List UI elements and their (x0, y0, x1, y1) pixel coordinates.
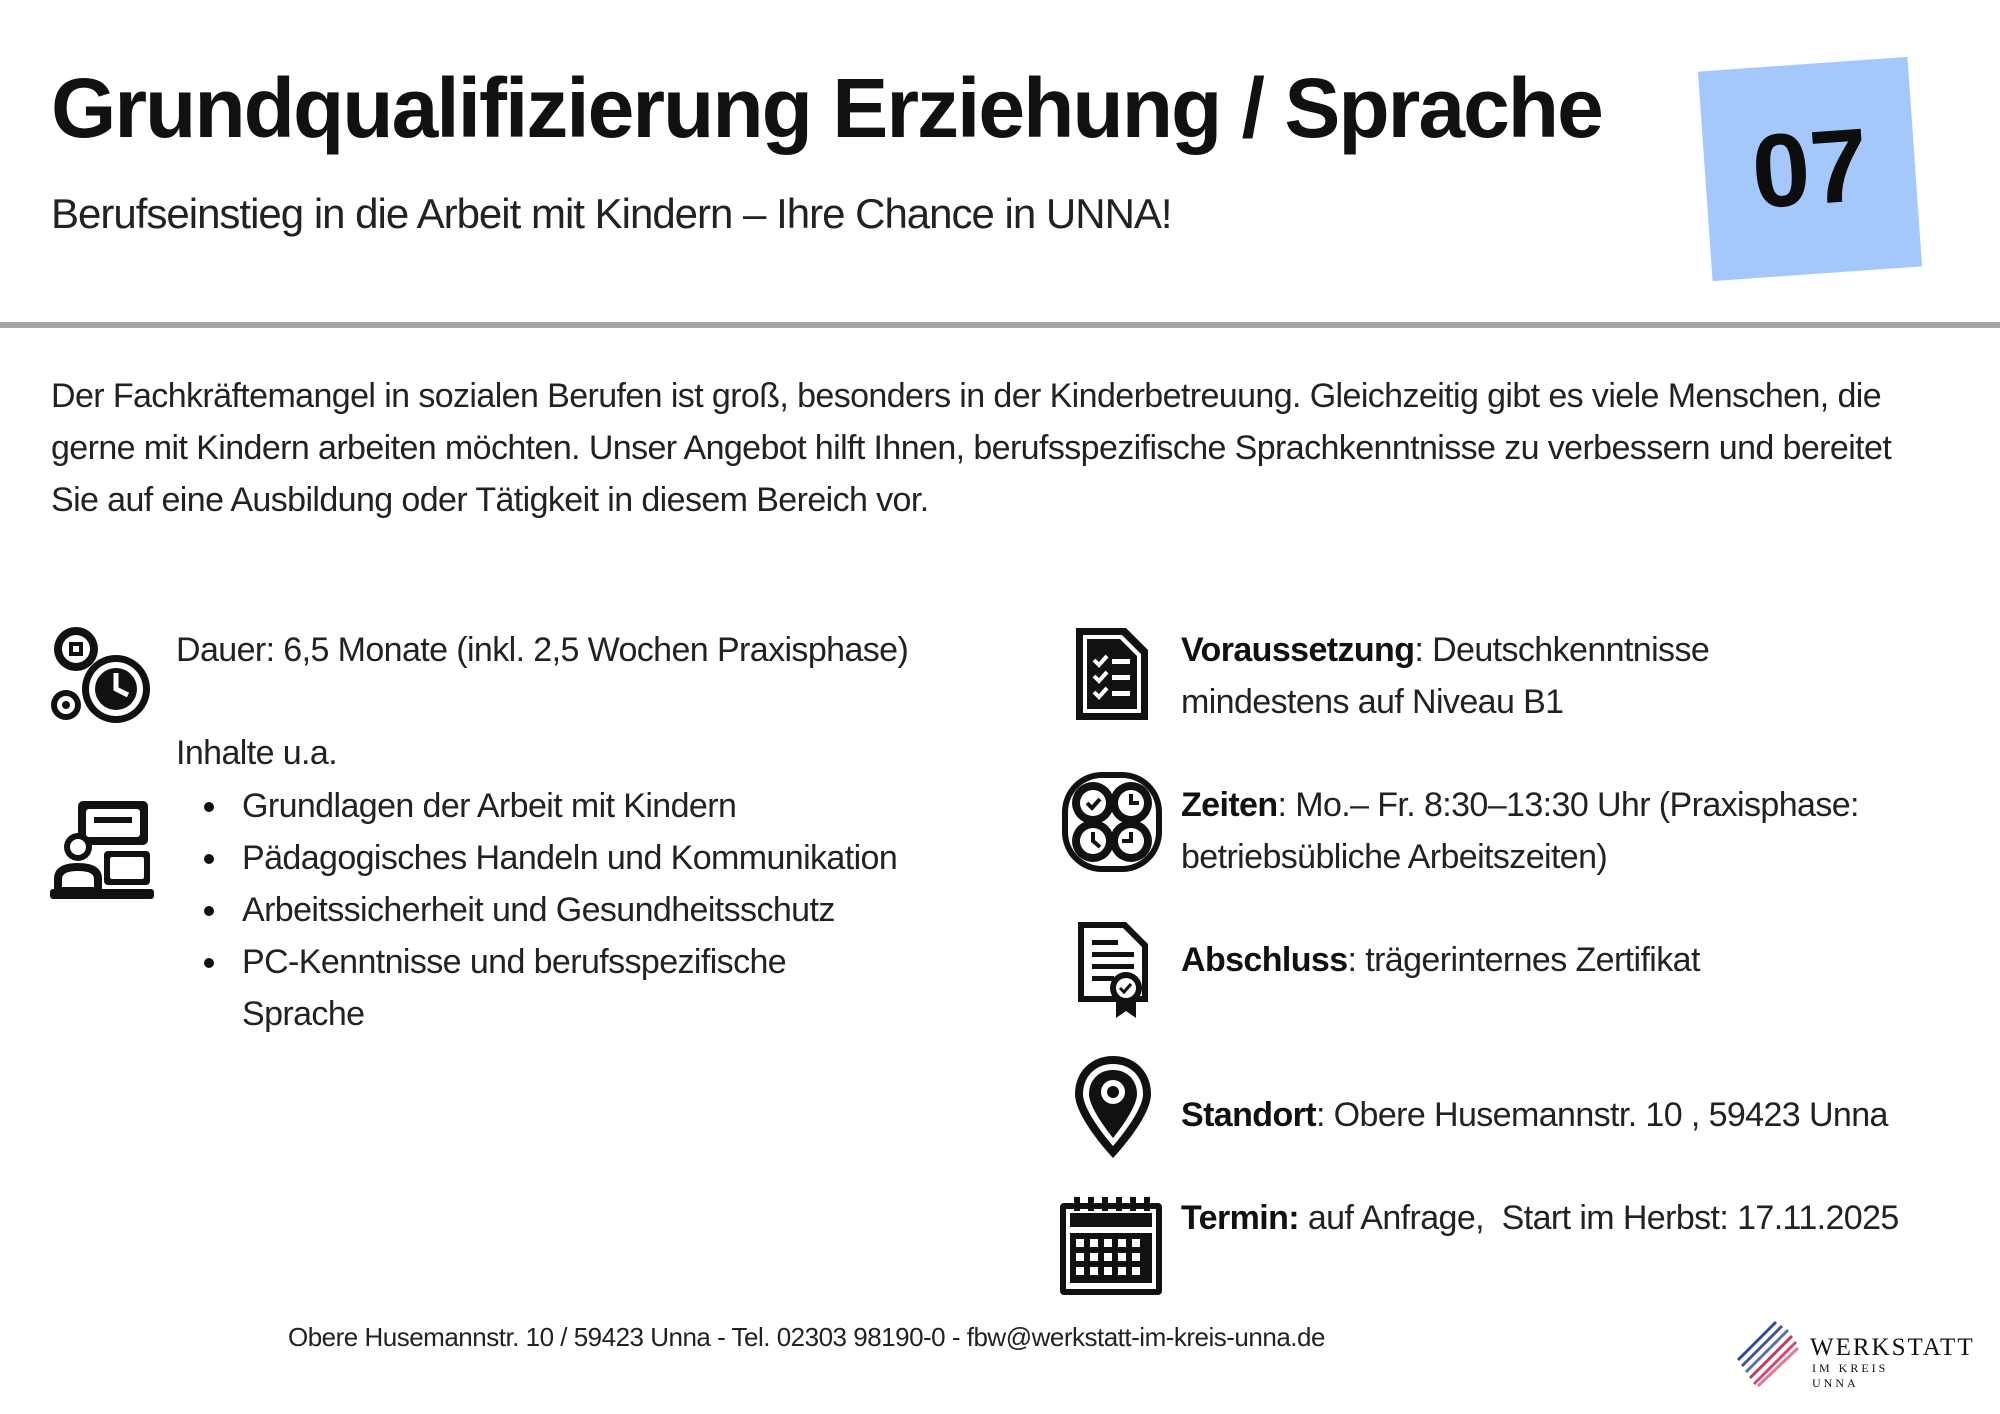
checklist-document-icon (1070, 624, 1152, 724)
page-subtitle: Berufseinstieg in die Arbeit mit Kindern – Ihre Chance in UNNA! (51, 190, 1172, 237)
logo-name: WERKSTATT (1810, 1334, 1975, 1361)
location-label: Standort (1181, 1096, 1316, 1134)
page-title: Grundqualifizierung Erziehung / Sprache (51, 61, 1602, 155)
requirement-text (1181, 624, 1821, 728)
times-label: Zeiten (1181, 786, 1278, 824)
contents-heading: Inhalte u.a. (176, 734, 338, 772)
module-number: 07 (1748, 106, 1872, 231)
logo-subline: IM KREIS UNNA (1812, 1361, 1889, 1390)
duration-text: Dauer: 6,5 Monate (inkl. 2,5 Wochen Praxisphase) (176, 631, 909, 669)
header-divider (0, 322, 2000, 328)
date-value: auf Anfrage, Start im Herbst: 17.11.2025 (1298, 1199, 1899, 1237)
location-value: : Obere Husemannstr. 10 , 59423 Unna (1315, 1096, 1888, 1134)
module-number-badge (1698, 57, 1922, 281)
location-pin-icon (1073, 1054, 1153, 1160)
requirement-value: : Deutschkenntnisse mindestens auf Niveau B1 (1181, 631, 1710, 721)
clocks-icon (1060, 770, 1164, 874)
certificate-icon (1074, 918, 1152, 1022)
certificate-label: Abschluss (1181, 941, 1348, 979)
requirement-label: Voraussetzung (1181, 631, 1415, 669)
date-text (1181, 1192, 1899, 1244)
certificate-text (1181, 934, 1700, 986)
list-item: Arbeitssicherheit und Gesundheitsschutz (196, 884, 976, 936)
list-item: Pädagogisches Handeln und Kommunikation (196, 832, 976, 884)
certificate-value: : trägerinternes Zertifikat (1347, 941, 1700, 979)
list-item: PC-Kenntnisse und berufsspezifische Sprache (196, 936, 802, 1040)
times-text (1181, 779, 1941, 883)
gear-clock-icon (50, 623, 154, 727)
werkstatt-logo (1728, 1310, 1975, 1390)
date-label: Termin: (1181, 1199, 1299, 1237)
location-text (1181, 1089, 1888, 1141)
times-value: : Mo.– Fr. 8:30–13:30 Uhr (Praxisphase: betriebsübliche Arbeitszeiten) (1181, 786, 1859, 876)
training-presentation-icon (50, 797, 154, 901)
contents-list (196, 780, 976, 1040)
list-item: Grundlagen der Arbeit mit Kindern (196, 780, 976, 832)
intro-paragraph: Der Fachkräftemangel in sozialen Berufen ist groß, besonders in der Kinderbetreuung. Gleichzeitig gibt es viele Menschen, die gerne mit Kindern arbeiten möchten. Unser Angebot hilft Ihnen, berufsspezifische Sprachkenntnisse zu verbessern und bereitet Sie auf eine Ausbildung oder Tätigkeit in diesem Bereich vor. (51, 377, 1892, 519)
calendar-icon (1058, 1195, 1164, 1297)
footer-contact: Obere Husemannstr. 10 / 59423 Unna - Tel. 02303 98190-0 - fbw@werkstatt-im-kreis-unna.de (288, 1322, 1325, 1352)
